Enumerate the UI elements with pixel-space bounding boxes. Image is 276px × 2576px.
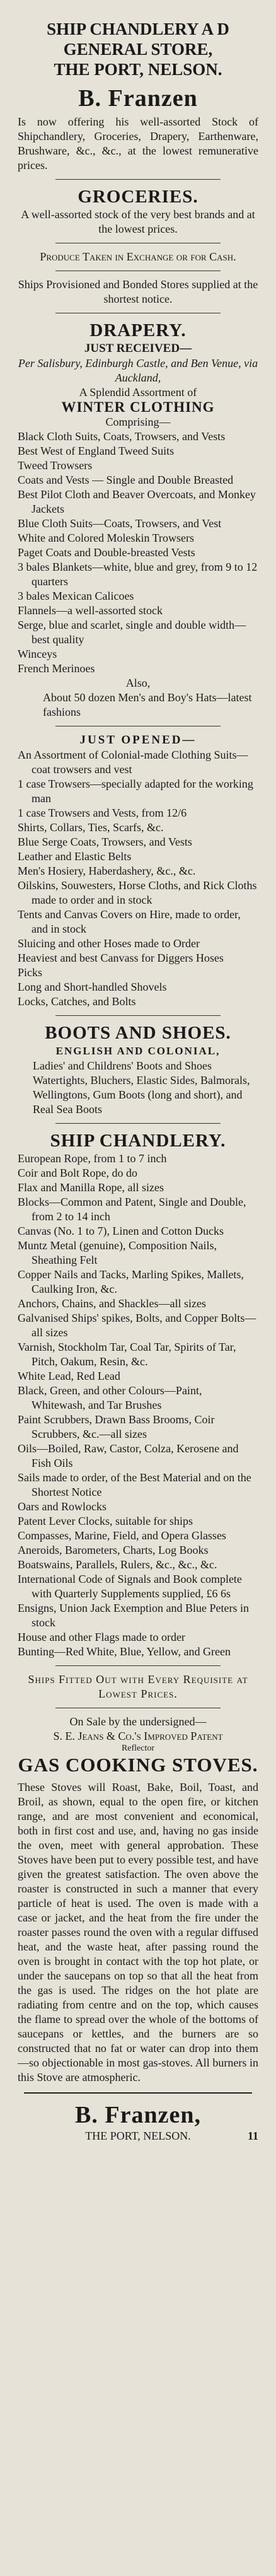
produce-exchange: Produce Taken in Exchange or for Cash. <box>40 250 236 263</box>
list-item: Coir and Bolt Rope, do do <box>18 1167 137 1179</box>
list-item: Patent Lever Clocks, suitable for ships <box>18 1515 193 1527</box>
list-item: Coats and Vests — Single and Double Breasted <box>18 474 234 486</box>
list-item: White and Colored Moleskin Trowsers <box>18 532 194 544</box>
chandlery-list <box>18 1151 258 1659</box>
list-item: Winceys <box>18 648 57 660</box>
list-item: Flax and Manilla Rope, all sizes <box>18 1181 164 1194</box>
list-item: Oilskins, Souwesters, Horse Cloths, and Rick Cloths made to order and in stock <box>18 879 257 906</box>
list-item: Paint Scrubbers, Drawn Bass Brooms, Coir Scrubbers, &c.—all sizes <box>18 1413 215 1440</box>
on-sale-label: On Sale by the undersigned— <box>69 1715 207 1728</box>
list-item: Tents and Canvas Covers on Hire, made to order, and in stock <box>18 908 241 935</box>
drapery-list <box>18 429 258 676</box>
gas-stoves-title: GAS COOKING STOVES. <box>18 1754 258 1776</box>
divider <box>24 2092 252 2094</box>
chandlery-title: SHIP CHANDLERY. <box>50 1131 226 1151</box>
list-item: Tweed Trowsers <box>18 459 93 472</box>
list-item: Locks, Catches, and Bolts <box>18 995 136 1008</box>
list-item: Blue Serge Coats, Trowsers, and Vests <box>18 836 192 848</box>
divider <box>55 179 221 180</box>
list-item: Canvas (No. 1 to 7), Linen and Cotton Ducks <box>18 1225 224 1237</box>
list-item: Best Pilot Cloth and Beaver Overcoats, and Monkey Jackets <box>18 488 256 515</box>
list-item: Leather and Elastic Belts <box>18 850 132 863</box>
reflector-label: Reflector <box>121 1744 155 1753</box>
comprising-label: Comprising— <box>105 416 171 428</box>
drapery-shipments: Per Salisbury, Edinburgh Castle, and Ben Venue, via Auckland, <box>18 357 258 384</box>
list-item: Black, Green, and other Colours—Paint, Whitewash, and Tar Brushes <box>18 1384 202 1411</box>
list-item: Galvanised Ships' spikes, Bolts, and Copper Bolts—all sizes <box>18 1312 256 1339</box>
list-item: Heaviest and best Canvass for Diggers Hoses <box>18 952 224 964</box>
list-item: 1 case Trowsers and Vests, from 12/6 <box>18 807 187 819</box>
list-item: Blue Cloth Suits—Coats, Trowsers, and Vest <box>18 517 222 530</box>
list-item: Serge, blue and scarlet, single and double width—best quality <box>18 619 246 646</box>
list-item: Best West of England Tweed Suits <box>18 445 175 457</box>
list-item: Oars and Rowlocks <box>18 1500 106 1513</box>
list-item: House and other Flags made to order <box>18 1631 185 1643</box>
boots-text: Ladies' and Childrens' Boots and Shoes Watertights, Bluchers, Elastic Sides, Balmorals, Wellingtons, Gum Boots (long and short), and Real Sea Boots <box>33 1059 250 1116</box>
intro-text: Is now offering his well-assorted Stock of Shipchandlery, Groceries, Drapery, Earthenware, Brushware, &c., &c., at the lowest remunerative prices. <box>18 115 258 172</box>
list-item: An Assortment of Colonial-made Clothing Suits—coat trowsers and vest <box>18 749 248 776</box>
footer-merchant-name: B. Franzen, <box>75 2102 201 2128</box>
groceries-title: GROCERIES. <box>78 187 198 207</box>
drapery-subtitle: JUST RECEIVED— <box>84 342 192 355</box>
list-item: Oils—Boiled, Raw, Castor, Colza, Kerosene and Fish Oils <box>18 1442 239 1469</box>
also-label: Also, <box>125 677 151 689</box>
stoves-text: These Stoves will Roast, Bake, Boil, Toast, and Broil, as shown, equal to the open fire, or kitchen range, and are most convenient and economical, both in first cost and use, and, having no gas inside the oven, meet with general approbation. These Stoves have been put to every possible test, and have given the greatest satisfaction. The oven above the roaster is constructed in such a manner that every particle of heat is used. The oven is made with a case or jacket, and the heat from the fire under the roaster passes round the oven with a regular diffused heat, and the waste heat, after passing round the oven is brought in contact with the top hot plate, or under the saucepans on top so that all the heat from the gas is used. The ridges on the hot plate are radiating from centre and on the top, which causes the flame to spread over the whole of the bottoms of saucepans or kettles, and the burners are so constructed that no fat or water can drop into them—so objectionable in most gas-stoves. All burners in this Stove are atmospheric. <box>18 1781 258 2084</box>
list-item: Blocks—Common and Patent, Single and Double, from 2 to 14 inch <box>18 1196 246 1223</box>
header-line-3: THE PORT, NELSON. <box>54 60 222 79</box>
list-item: Aneroids, Barometers, Charts, Log Books <box>18 1544 209 1556</box>
list-item: White Lead, Red Lead <box>18 1370 120 1382</box>
list-item: Compasses, Marine, Field, and Opera Glasses <box>18 1529 226 1542</box>
list-item: Men's Hosiery, Haberdashery, &c., &c. <box>18 865 196 877</box>
winter-clothing-title: WINTER CLOTHING <box>61 399 215 415</box>
list-item: Sluicing and other Hoses made to Order <box>18 937 200 950</box>
header-line-1: SHIP CHANDLERY A D <box>47 20 229 38</box>
divider <box>55 1015 221 1016</box>
header-line-2: GENERAL STORE, <box>63 40 213 59</box>
drapery-title: DRAPERY. <box>89 320 187 341</box>
page-number: 11 <box>247 2130 258 2142</box>
list-item: Shirts, Collars, Ties, Scarfs, &c. <box>18 821 164 834</box>
list-item: 3 bales Mexican Calicoes <box>18 590 134 602</box>
footer-address: THE PORT, NELSON. <box>85 2130 191 2142</box>
merchant-name: B. Franzen <box>78 85 198 112</box>
groceries-text: A well-assorted stock of the very best brands and at the lowest prices. <box>21 208 255 235</box>
list-item: 3 bales Blankets—white, blue and grey, from 9 to 12 quarters <box>18 561 258 588</box>
list-item: Copper Nails and Tacks, Marling Spikes, Mallets, Caulking Iron, &c. <box>18 1268 244 1295</box>
hats-item: About 50 dozen Men's and Boy's Hats—latest fashions <box>43 691 252 718</box>
list-item: Black Cloth Suits, Coats, Trowsers, and Vests <box>18 430 226 443</box>
list-item: Flannels—a well-assorted stock <box>18 604 163 617</box>
jeans-line: S. E. Jeans & Co.'s Improved Patent <box>53 1730 223 1742</box>
advertisement-column <box>18 0 258 2143</box>
boots-title: BOOTS AND SHOES. <box>45 1023 231 1043</box>
list-item: Muntz Metal (genuine), Composition Nails, Sheathing Felt <box>18 1239 217 1266</box>
list-item: European Rope, from 1 to 7 inch <box>18 1152 167 1165</box>
list-item: Long and Short-handled Shovels <box>18 981 167 993</box>
ships-fitted-out: Ships Fitted Out with Every Requisite at Lowest Prices. <box>28 1673 248 1700</box>
list-item: Picks <box>18 966 43 979</box>
boots-subtitle: ENGLISH AND COLONIAL, <box>55 1045 221 1057</box>
drapery-splendid: A Splendid Assortment of <box>79 386 197 399</box>
footer-address-line <box>18 2129 258 2143</box>
list-item: Anchors, Chains, and Shackles—all sizes <box>18 1297 206 1310</box>
list-item: International Code of Signals and Book complete with Quarterly Supplements supplied, £6 6s <box>18 1573 242 1600</box>
list-item: Varnish, Stockholm Tar, Coal Tar, Spirits of Tar, Pitch, Oakum, Resin, &c. <box>18 1341 236 1368</box>
divider <box>55 1123 221 1124</box>
list-item: French Merinoes <box>18 662 95 675</box>
ships-provisioned: Ships Provisioned and Bonded Stores supplied at the shortest notice. <box>18 278 258 305</box>
list-item: Paget Coats and Double-breasted Vests <box>18 546 195 559</box>
just-opened-list <box>18 748 258 1009</box>
list-item: Bunting—Red White, Blue, Yellow, and Green <box>18 1645 231 1658</box>
list-item: Sails made to order, of the Best Material and on the Shortest Notice <box>18 1471 251 1498</box>
divider <box>55 1665 221 1666</box>
list-item: 1 case Trowsers—specially adapted for the working man <box>18 778 253 805</box>
list-item: Ensigns, Union Jack Exemption and Blue Peters in stock <box>18 1602 249 1629</box>
list-item: Boatswains, Parallels, Rulers, &c., &c., &c. <box>18 1558 217 1571</box>
just-opened-title: JUST OPENED— <box>79 733 197 747</box>
